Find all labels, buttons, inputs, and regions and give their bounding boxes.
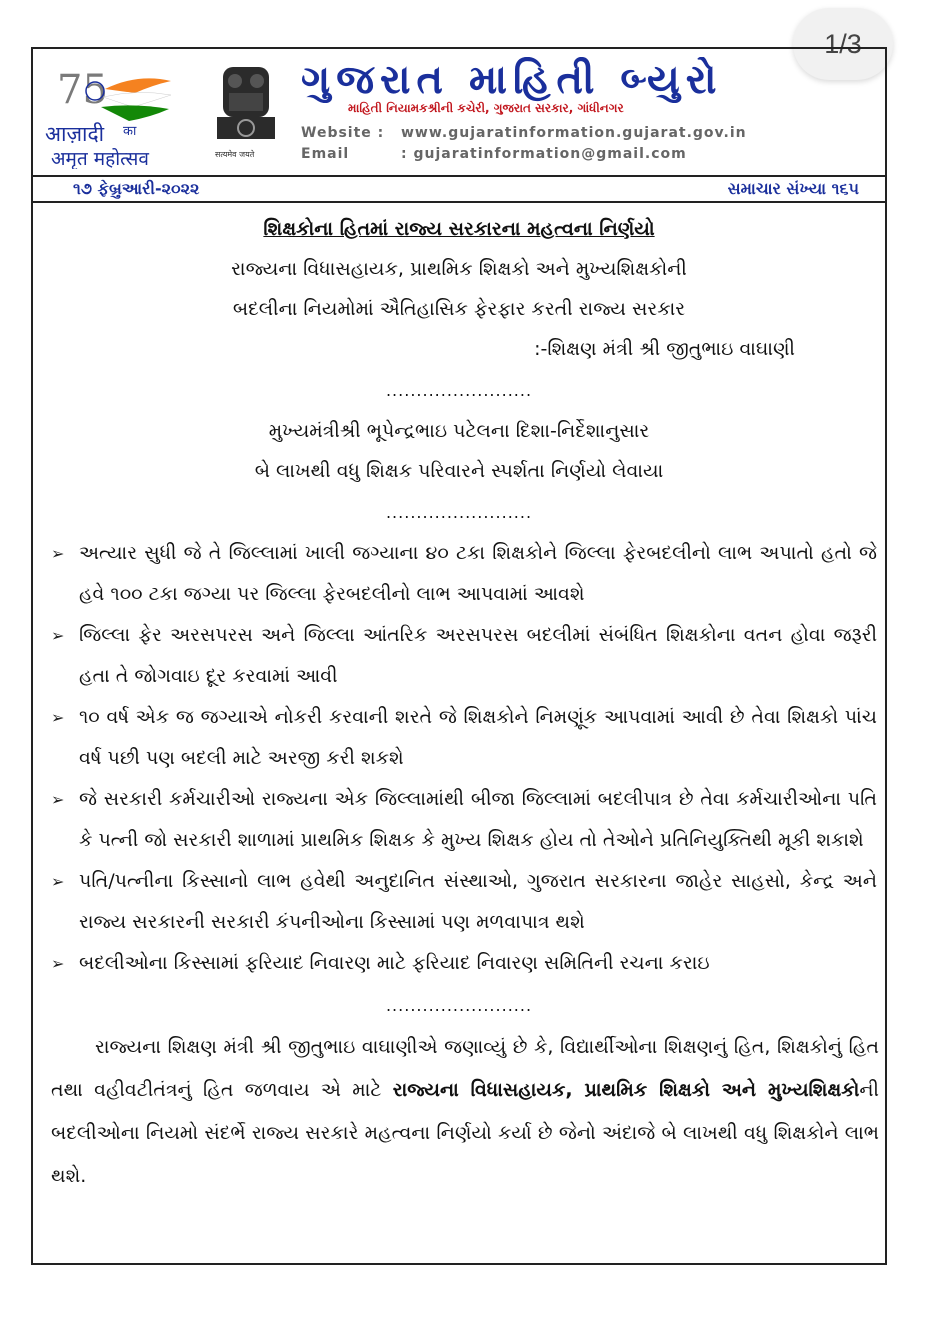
press-release-frame [31,47,887,1265]
list-item [51,779,877,861]
cm-direction-block [33,411,885,491]
bureau-subtitle: માહિતી નિયામકશ્રીની કચેરી, ગુજરાત સરકાર, ગાંધીનગર [348,101,624,115]
paragraph-part-2: ની બદલીઓના નિયમો સંદર્ભે રાજ્ય સરકારે મહત્વના નિર્ણયો કર્યા છે જેનો અંદાજે બે લાખથી વધુ શિક્ષકોને લાભ થશે. [51,1079,879,1187]
logo-number: 75 [57,67,108,113]
list-item-text: પતિ/પત્નીના કિસ્સાનો લાભ હવેથી અનુદાનિત સંસ્થાઓ, ગુજરાત સરકારના જાહેર સાહસો, કેન્દ્ર અને રાજ્ય સરકારની સરકારી કંપનીઓના કિસ્સામાં પણ મળવાપાત્ર થશે [79,870,877,933]
azadi-ka-amrut-mahotsav-logo [43,59,203,169]
list-item [51,697,877,779]
byline: :-શિક્ષણ મંત્રી શ્રી જીતુભાઇ વાઘાણી [534,338,795,360]
azadi-text: आज़ादी [45,122,105,146]
website-row [301,123,747,144]
arrow-bullet-icon: ➢ [51,708,65,727]
subhead-line-2: બદલીના નિયમોમાં ઐતિહાસિક ફેરફાર કરતી રાજ્ય સરકાર [232,298,686,320]
release-date: ૧૭ ફેબ્રુઆરી-૨૦૨૨ [73,179,200,198]
dateline-bar [33,175,885,203]
cm-line-1: મુખ્યમંત્રીશ્રી ભૂપેન્દ્રભાઇ પટેલના દિશા-નિર્દેશાનુસાર [268,420,650,442]
decision-list [33,533,885,984]
divider-2: ........................ [385,503,533,522]
list-item-text: ૧૦ વર્ષ એક જ જગ્યાએ નોકરી કરવાની શરતે જે શિક્ષકોને નિમણૂંક આપવામાં આવી છે તેવા શિક્ષકો પાંચ વર્ષ પછી પણ બદલી માટે અરજી કરી શકશે [79,706,877,769]
news-number: સમાચાર સંખ્યા ૧૬૫ [727,179,859,198]
subhead-line-1: રાજ્યના વિધાસહાયક, પ્રાથમિક શિક્ષકો અને મુખ્યશિક્ષકોની [231,258,687,280]
release-body [33,209,885,1198]
national-emblem-icon [209,57,283,163]
list-item-text: જિલ્લા ફેર અરસપરસ અને જિલ્લા આંતરિક અરસપરસ બદલીમાં સંબંધિત શિક્ષકોના વતન હોવા જરૂરી હતા તે જોગવાઇ દૂર કરવામાં આવી [79,624,877,687]
contact-block [301,123,747,165]
divider-3: ........................ [385,996,533,1015]
header [33,49,885,175]
arrow-bullet-icon: ➢ [51,790,65,809]
email-label: Email [301,146,350,162]
headline-block [33,209,885,329]
azadi-ka-text: का [123,124,137,139]
paragraph-part-1: રાજ્યના શિક્ષણ મંત્રી શ્રી જીતુભાઇ વાઘાણીએ જણાવ્યું છે કે, વિદ્યાર્થીઓના શિક્ષણનું હિત, શિક્ષકોનું હિત તથા વહીવટીતંત્રનું હિત જળવાય એ માટે [51,1036,879,1101]
email-row [301,144,747,165]
arrow-bullet-icon: ➢ [51,872,65,891]
arrow-bullet-icon: ➢ [51,626,65,645]
list-item [51,533,877,615]
list-item [51,615,877,697]
website-label: Website : [301,125,385,141]
amrit-mahotsav-text: अमृत महोत्सव [51,148,149,169]
paragraph-bold: રાજ્યના વિધાસહાયક, પ્રાથમિક શિક્ષકો અને મુખ્યશિક્ષકો [392,1079,860,1101]
arrow-bullet-icon: ➢ [51,544,65,563]
cm-line-2: બે લાખથી વધુ શિક્ષક પરિવારને સ્પર્શતા નિર્ણયો લેવાયા [254,460,664,482]
headline: શિક્ષકોના હિતમાં રાજ્ય સરકારના મહત્વના નિર્ણયો [263,218,655,240]
divider-1: ........................ [385,381,533,400]
arrow-bullet-icon: ➢ [51,954,65,973]
satyamev-jayate-text: सत्यमेव जयते [215,150,255,159]
email-link[interactable]: : gujaratinformation@gmail.com [401,146,687,162]
list-item [51,861,877,943]
bureau-title: ગુજરાત માહિતી બ્યુરો [301,57,723,103]
list-item [51,943,877,984]
closing-paragraph [33,1026,885,1198]
list-item-text: જે સરકારી કર્મચારીઓ રાજ્યના એક જિલ્લામાંથી બીજા જિલ્લામાં બદલીપાત્ર છે તેવા કર્મચારીઓના પતિ કે પત્ની જો સરકારી શાળામાં પ્રાથમિક શિક્ષક કે મુખ્ય શિક્ષક હોય તો તેઓને પ્રતિનિયુક્તિથી મૂકી શકાશે [79,788,877,851]
list-item-text: અત્યાર સુધી જે તે જિલ્લામાં ખાલી જગ્યાના ૪૦ ટકા શિક્ષકોને જિલ્લા ફેરબદલીનો લાભ અપાતો હતો જે હવે ૧૦૦ ટકા જગ્યા પર જિલ્લા ફેરબદલીનો લાભ આપવામાં આવશે [79,542,877,605]
page-counter: 1/3 [793,8,893,80]
list-item-text: બદલીઓના કિસ્સામાં ફરિયાદ નિવારણ માટે ફરિયાદ નિવારણ સમિતિની રચના કરાઇ [79,952,710,974]
website-link[interactable]: www.gujaratinformation.gujarat.gov.in [401,125,747,141]
